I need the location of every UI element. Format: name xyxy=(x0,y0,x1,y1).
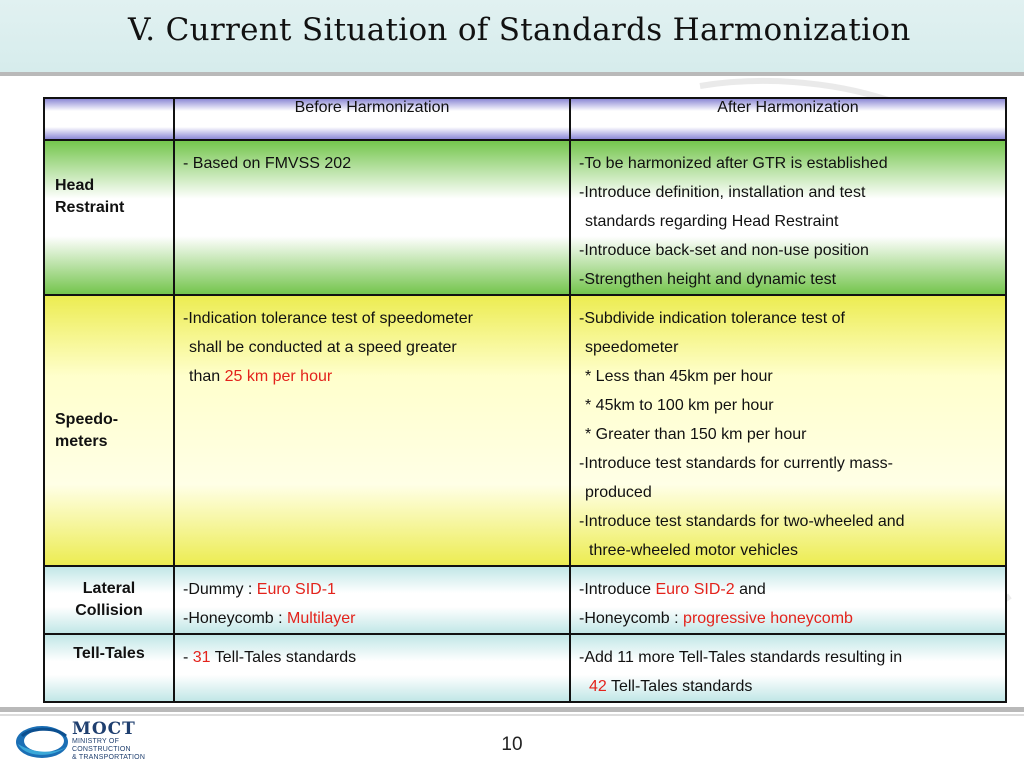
cell-line: - Based on FMVSS 202 xyxy=(183,155,352,172)
highlight-text: Euro SID-2 xyxy=(655,581,735,598)
table-row-speedometers xyxy=(44,295,1006,566)
text-segment: -Honeycomb : xyxy=(183,610,288,627)
table-header-row xyxy=(44,98,1006,140)
cell-line xyxy=(183,575,561,604)
cell-line: -Introduce test standards for two-wheeled and xyxy=(579,513,905,530)
head-restraint-before xyxy=(174,140,570,295)
text-segment: -Dummy : xyxy=(183,581,257,598)
cell-line: -Indication tolerance test of speedometer xyxy=(183,310,473,327)
tell-tales-before xyxy=(174,634,570,702)
row-label-line: Restraint xyxy=(55,199,125,216)
text-segment: Tell-Tales standards xyxy=(210,649,357,666)
cell-line xyxy=(183,643,561,672)
cell-line: speedometer xyxy=(585,339,679,356)
text-segment: and xyxy=(734,581,766,598)
tell-tales-after xyxy=(570,634,1006,702)
lateral-collision-before xyxy=(174,566,570,634)
header-empty-cell xyxy=(44,98,174,140)
cell-line: -Introduce back-set and non-use position xyxy=(579,242,869,259)
cell-line: * Less than 45km per hour xyxy=(585,368,773,385)
row-label-line: Lateral xyxy=(82,580,136,597)
header-before: Before Harmonization xyxy=(174,98,570,140)
speedometers-before xyxy=(174,295,570,566)
logo-title: MOCT xyxy=(72,719,136,739)
row-label-tell-tales xyxy=(44,634,174,702)
header-after: After Harmonization xyxy=(570,98,1006,140)
highlight-text: Multilayer xyxy=(287,610,356,627)
cell-line: * Greater than 150 km per hour xyxy=(585,426,807,443)
cell-line: * 45km to 100 km per hour xyxy=(585,397,774,414)
cell-line xyxy=(183,604,561,633)
head-restraint-after xyxy=(570,140,1006,295)
row-label-line: Head xyxy=(55,177,95,194)
speedometers-after xyxy=(570,295,1006,566)
text-segment: -Introduce xyxy=(579,581,656,598)
row-label-line: Collision xyxy=(75,602,143,619)
cell-line: standards regarding Head Restraint xyxy=(585,213,839,230)
cell-line: -Strengthen height and dynamic test xyxy=(579,271,837,288)
cell-line: shall be conducted at a speed greater xyxy=(189,339,457,356)
row-label-speedometers xyxy=(44,295,174,566)
row-label-line: Speedo- xyxy=(55,410,119,428)
cell-line: -To be harmonized after GTR is established xyxy=(579,155,888,172)
highlight-text: progressive honeycomb xyxy=(683,610,853,627)
page-number: 10 xyxy=(501,734,523,755)
cell-line: three-wheeled motor vehicles xyxy=(589,542,798,559)
text-segment: Tell-Tales standards xyxy=(606,678,753,695)
table-row-lateral-collision xyxy=(44,566,1006,634)
text-segment: than xyxy=(189,368,225,385)
cell-line: -Introduce test standards for currently mass- xyxy=(579,455,893,472)
text-segment: -Honeycomb : xyxy=(579,610,684,627)
cell-line: -Introduce definition, installation and test xyxy=(579,184,866,201)
cell-line xyxy=(579,604,997,633)
logo-line: CONSTRUCTION xyxy=(72,746,131,753)
cell-line: produced xyxy=(585,484,652,501)
page-title: V. Current Situation of Standards Harmonization xyxy=(128,12,911,48)
cell-line xyxy=(579,672,997,701)
cell-line xyxy=(183,362,561,391)
highlight-text: 31 xyxy=(192,649,211,666)
highlight-text: 42 xyxy=(589,678,607,695)
title-bar xyxy=(0,0,1024,76)
row-label-line: Tell-Tales xyxy=(73,645,145,662)
harmonization-table xyxy=(43,97,1007,703)
row-label-line: meters xyxy=(55,432,108,450)
footer-divider xyxy=(0,707,1024,712)
footer-divider-thin xyxy=(0,714,1024,716)
row-label-head-restraint xyxy=(44,140,174,295)
table-row-tell-tales xyxy=(44,634,1006,702)
highlight-text: Euro SID-1 xyxy=(256,581,336,598)
cell-line xyxy=(579,575,997,604)
highlight-text: 25 km per hour xyxy=(224,368,333,385)
cell-line: -Add 11 more Tell-Tales standards resulting in xyxy=(579,649,903,666)
row-label-lateral-collision xyxy=(44,566,174,634)
logo-line: MINISTRY OF xyxy=(72,738,120,745)
logo-line: & TRANSPORTATION xyxy=(72,754,146,761)
table-row-head-restraint xyxy=(44,140,1006,295)
lateral-collision-after xyxy=(570,566,1006,634)
text-segment: - xyxy=(183,649,193,666)
cell-line: -Subdivide indication tolerance test of xyxy=(579,310,845,327)
